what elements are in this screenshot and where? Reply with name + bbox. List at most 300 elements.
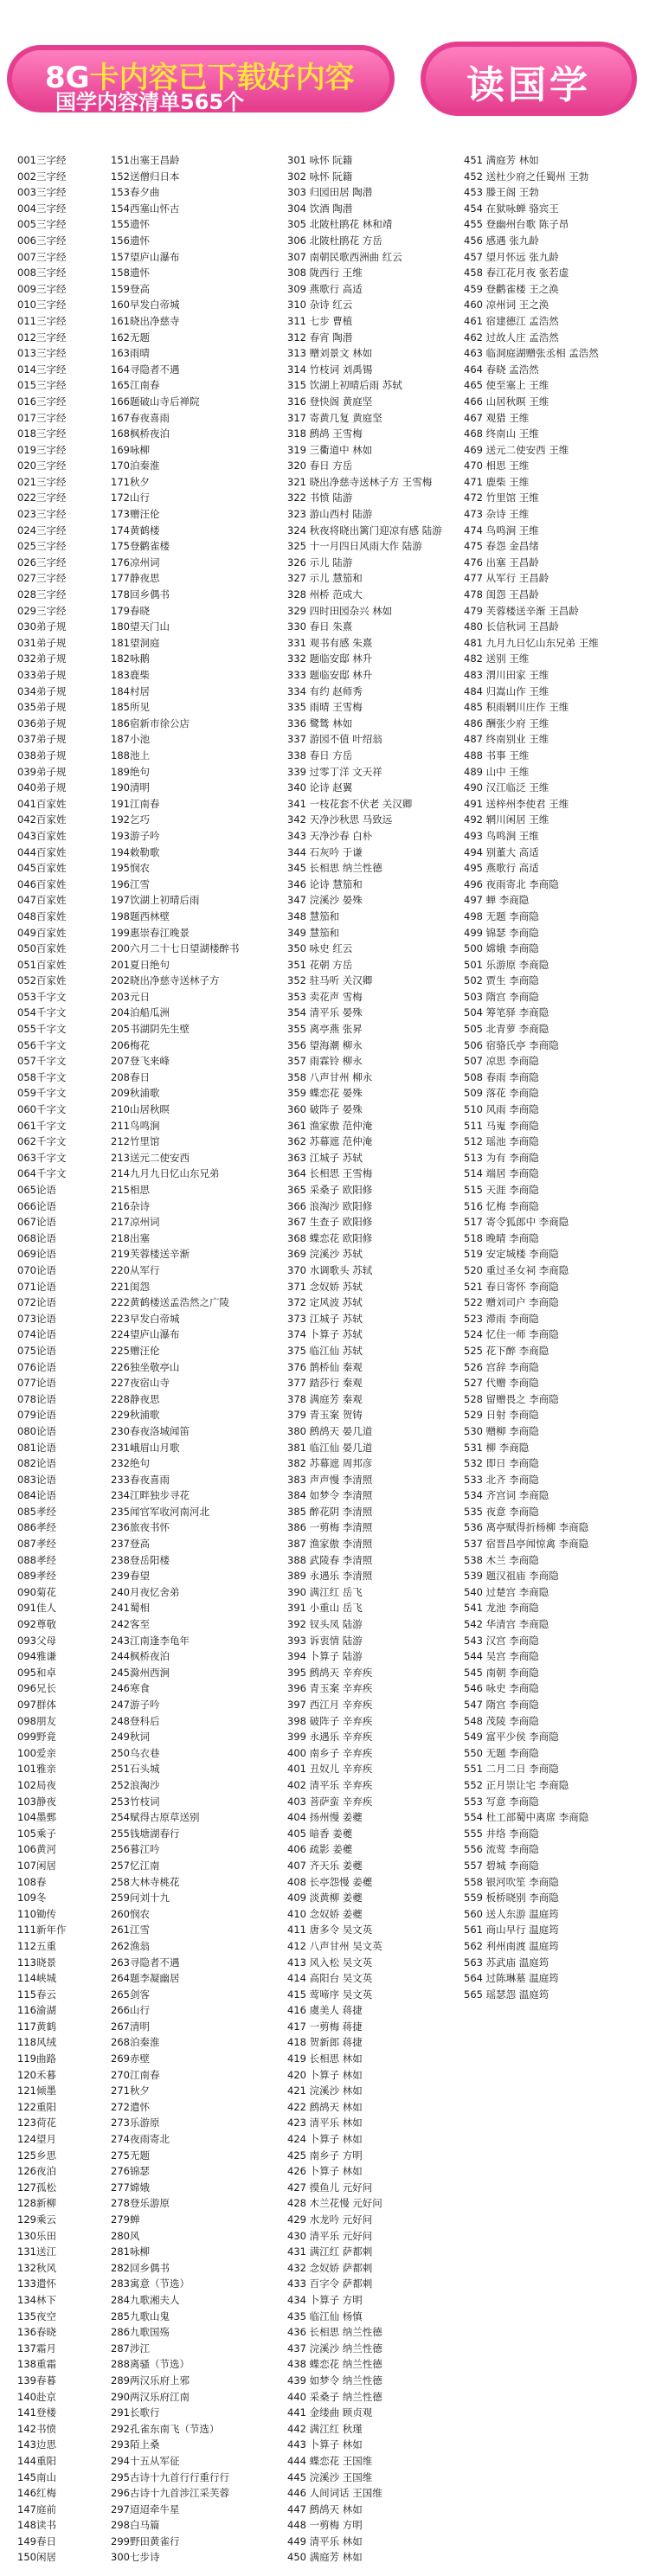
list-item: 128新柳 — [17, 2197, 56, 2210]
list-item: 161晓出净慈寺 — [111, 314, 180, 327]
list-item: 256暮江吟 — [111, 1843, 160, 1856]
list-item: 515 天涯 李商隐 — [464, 1184, 539, 1196]
list-item: 213送元二使安西 — [111, 1151, 190, 1164]
list-item: 351 花朝 方岳 — [287, 958, 353, 971]
list-item: 292孔雀东南飞（节选） — [111, 2422, 220, 2435]
list-item: 017三字经 — [17, 411, 67, 424]
list-item: 365 采桑子 欧阳修 — [287, 1184, 373, 1196]
list-item: 514 端居 李商隐 — [464, 1167, 539, 1180]
list-item: 546 咏史 李商隐 — [464, 1682, 539, 1695]
list-item: 491 送梓州李使君 王维 — [464, 797, 569, 810]
list-item: 503 隋宫 李商隐 — [464, 990, 539, 1003]
list-item: 099野竟 — [17, 1731, 56, 1744]
list-item: 202晓出净慈寺送林子方 — [111, 974, 220, 987]
list-item: 463 临洞庭湖赠张丞相 孟浩然 — [464, 347, 599, 360]
list-item: 358 八声甘州 柳永 — [287, 1070, 373, 1083]
list-item: 107闲居 — [17, 1859, 56, 1872]
list-item: 433 百字令 萨都剌 — [287, 2277, 373, 2290]
list-item: 489 山中 王维 — [464, 765, 530, 778]
list-item: 106黄河 — [17, 1843, 56, 1856]
list-item: 094雅谦 — [17, 1650, 56, 1663]
list-item: 043百家姓 — [17, 829, 67, 842]
list-item: 263寻隐者不遇 — [111, 1956, 180, 1969]
list-item: 178回乡偶书 — [111, 588, 170, 601]
list-item: 002三字经 — [17, 170, 67, 183]
list-item: 497 蝉 李商隐 — [464, 894, 530, 907]
list-item: 557 碧城 李商隐 — [464, 1859, 539, 1872]
list-item: 234江畔独步寻花 — [111, 1489, 190, 1502]
list-item: 338 春日 方岳 — [287, 748, 353, 761]
list-item: 406 疏影 姜夔 — [287, 1843, 353, 1856]
list-item: 177静夜思 — [111, 572, 160, 585]
list-item: 056千字文 — [17, 1038, 67, 1051]
list-item: 282回乡偶书 — [111, 2261, 170, 2274]
list-item: 361 渔家傲 范仲淹 — [287, 1119, 373, 1132]
list-item: 186宿新市徐公店 — [111, 716, 190, 729]
list-item: 168枫桥夜泊 — [111, 427, 170, 440]
list-item: 334 有约 赵师秀 — [287, 684, 363, 697]
list-item: 157望庐山瀑布 — [111, 250, 180, 263]
list-item: 415 莺啼序 吴文英 — [287, 1988, 373, 2001]
list-item: 355 离亭燕 张昇 — [287, 1023, 363, 1036]
list-item: 396 青玉案 辛弃疾 — [287, 1682, 373, 1695]
list-item: 345 长相思 纳兰性德 — [287, 862, 382, 875]
list-item: 454 在狱咏蝉 骆宾王 — [464, 202, 559, 215]
list-item: 296古诗十九首涉江采芙蓉 — [111, 2487, 229, 2500]
list-item: 307 南朝民歌西洲曲 红云 — [287, 250, 402, 263]
list-item: 378 满庭芳 秦观 — [287, 1392, 363, 1405]
list-item: 195悯农 — [111, 862, 150, 875]
list-item: 132秋风 — [17, 2261, 56, 2274]
list-item: 493 鸟鸣涧 王维 — [464, 829, 539, 842]
list-item: 268泊秦淮 — [111, 2036, 160, 2049]
list-item: 214九月九日忆山东兄弟 — [111, 1167, 220, 1180]
list-item: 416 虞美人 蒋捷 — [287, 2004, 363, 2017]
list-item: 401 丑奴儿 辛弃疾 — [287, 1763, 373, 1776]
list-item: 328 州桥 范成大 — [287, 588, 363, 601]
list-item: 389 永遇乐 李清照 — [287, 1570, 373, 1583]
list-item: 134林下 — [17, 2293, 56, 2306]
list-item: 070论语 — [17, 1263, 56, 1276]
list-item: 066论语 — [17, 1199, 56, 1212]
list-item: 333 题临安邸 林升 — [287, 669, 373, 681]
list-item: 121倾墨 — [17, 2085, 56, 2097]
list-item: 392 钗头凤 陆游 — [287, 1618, 363, 1631]
list-item: 522 赠刘司户 李商隐 — [464, 1296, 559, 1309]
list-item: 193游子吟 — [111, 829, 160, 842]
list-item: 046百家姓 — [17, 877, 67, 890]
list-item: 172山行 — [111, 491, 150, 504]
list-item: 026三字经 — [17, 556, 67, 569]
list-item: 538 木兰 李商隐 — [464, 1553, 539, 1566]
list-item: 063千字文 — [17, 1151, 67, 1164]
content-list-columns — [0, 152, 649, 2566]
list-item: 432 念奴娇 萨都剌 — [287, 2261, 373, 2274]
list-item: 255钱塘湖春行 — [111, 1827, 180, 1840]
list-item: 217凉州词 — [111, 1216, 160, 1229]
list-item: 423 清平乐 林如 — [287, 2117, 363, 2130]
list-item: 442 满江红 秋瑾 — [287, 2422, 363, 2435]
list-item: 036弟子规 — [17, 716, 67, 729]
list-item: 504 筹笔驿 李商隐 — [464, 1006, 549, 1019]
list-item: 093父母 — [17, 1634, 56, 1647]
list-item: 479 芙蓉楼送辛渐 王昌龄 — [464, 604, 579, 617]
list-item: 053千字文 — [17, 990, 67, 1003]
list-item: 302 咏怀 阮籍 — [287, 170, 353, 183]
list-item: 420 卜算子 林如 — [287, 2068, 363, 2081]
list-item: 250乌衣巷 — [111, 1746, 160, 1759]
list-item: 270江南春 — [111, 2068, 160, 2081]
list-item: 238登岳阳楼 — [111, 1553, 170, 1566]
list-item: 518 晚晴 李商隐 — [464, 1231, 539, 1244]
list-item: 122重阳 — [17, 2100, 56, 2113]
list-item: 354 清平乐 晏殊 — [287, 1006, 363, 1019]
list-item: 470 相思 王维 — [464, 459, 530, 472]
list-item: 010三字经 — [17, 299, 67, 312]
list-item: 031弟子规 — [17, 636, 67, 649]
list-item: 498 无题 李商隐 — [464, 909, 539, 922]
list-item: 267清明 — [111, 2020, 150, 2033]
list-item: 320 春日 方岳 — [287, 459, 353, 472]
list-item: 245滁州西涧 — [111, 1666, 170, 1679]
list-item: 509 落花 李商隐 — [464, 1087, 539, 1100]
list-column-3 — [287, 152, 462, 2566]
list-item: 381 临江仙 晏几道 — [287, 1441, 373, 1454]
list-item: 441 金缕曲 顾贞观 — [287, 2406, 373, 2419]
list-item: 286九歌国殇 — [111, 2326, 170, 2339]
list-item: 181望洞庭 — [111, 636, 160, 649]
list-item: 394 卜算子 陆游 — [287, 1650, 363, 1663]
list-item: 262渔翁 — [111, 1939, 150, 1952]
list-item: 105乘子 — [17, 1827, 56, 1840]
list-item: 536 离亭赋得折杨柳 李商隐 — [464, 1521, 589, 1534]
list-item: 204泊船瓜洲 — [111, 1006, 170, 1019]
list-item: 058千字文 — [17, 1070, 67, 1083]
list-item: 144重阳 — [17, 2454, 56, 2467]
list-item: 182咏鹅 — [111, 652, 150, 665]
list-item: 304 饮酒 陶潜 — [287, 202, 353, 215]
list-item: 291长歌行 — [111, 2406, 160, 2419]
list-item: 139春暮 — [17, 2374, 56, 2386]
list-item: 016三字经 — [17, 395, 67, 408]
list-item: 543 汉宫 李商隐 — [464, 1634, 539, 1647]
list-item: 159登高 — [111, 282, 150, 295]
list-item: 045百家姓 — [17, 862, 67, 875]
list-item: 049百家姓 — [17, 926, 67, 939]
list-item: 091佳人 — [17, 1602, 56, 1615]
list-item: 510 风雨 李商隐 — [464, 1103, 539, 1116]
list-item: 309 燕歌行 高适 — [287, 282, 363, 295]
list-item: 434 卜算子 方明 — [287, 2293, 363, 2306]
list-item: 327 示儿 慧笳和 — [287, 572, 363, 585]
list-item: 316 登快阁 黄庭坚 — [287, 395, 373, 408]
list-item: 410 念奴娇 姜夔 — [287, 1907, 363, 1920]
list-item: 508 春雨 李商隐 — [464, 1070, 539, 1083]
list-item: 115春云 — [17, 1988, 56, 2001]
list-item: 179春晓 — [111, 604, 150, 617]
list-item: 558 银河吹笙 李商隐 — [464, 1875, 559, 1888]
list-item: 025三字经 — [17, 540, 67, 553]
list-item: 020三字经 — [17, 459, 67, 472]
list-item: 243江南逢李龟年 — [111, 1634, 190, 1647]
list-item: 480 长信秋词 王昌龄 — [464, 620, 559, 633]
list-item: 224望庐山瀑布 — [111, 1328, 180, 1341]
list-item: 526 宫辞 李商隐 — [464, 1360, 539, 1373]
list-item: 077论语 — [17, 1377, 56, 1390]
list-item: 101雅亲 — [17, 1763, 56, 1776]
list-item: 276锦瑟 — [111, 2165, 150, 2178]
list-item: 052百家姓 — [17, 974, 67, 987]
header-banner — [0, 0, 649, 130]
list-item: 145南山 — [17, 2470, 56, 2483]
list-item: 015三字经 — [17, 379, 67, 392]
list-item: 072论语 — [17, 1296, 56, 1309]
list-item: 011三字经 — [17, 314, 67, 327]
list-item: 531 柳 李商隐 — [464, 1441, 530, 1454]
list-item: 064千字文 — [17, 1167, 67, 1180]
list-item: 054千字文 — [17, 1006, 67, 1019]
list-item: 047百家姓 — [17, 894, 67, 907]
list-item: 039弟子规 — [17, 765, 67, 778]
list-item: 377 踏莎行 秦观 — [287, 1377, 363, 1390]
list-item: 459 登鹳雀楼 王之涣 — [464, 282, 559, 295]
list-item: 272遣怀 — [111, 2100, 150, 2113]
list-item: 564 过陈琳墓 温庭筠 — [464, 1972, 559, 1985]
list-item: 438 蝶恋花 纳兰性德 — [287, 2358, 382, 2371]
list-item: 467 观猎 王维 — [464, 411, 530, 424]
list-item: 552 正月崇让宅 李商隐 — [464, 1778, 569, 1791]
list-item: 206梅花 — [111, 1038, 150, 1051]
list-item: 472 竹里馆 王维 — [464, 491, 539, 504]
list-item: 379 青玉案 贺铸 — [287, 1409, 363, 1422]
list-item: 528 留赠畏之 李商隐 — [464, 1392, 559, 1405]
list-item: 488 书事 王维 — [464, 748, 530, 761]
list-item: 090菊花 — [17, 1585, 56, 1598]
list-item: 140赴京 — [17, 2390, 56, 2403]
list-item: 261江雪 — [111, 1924, 150, 1937]
list-item: 001三字经 — [17, 154, 67, 166]
list-item: 060千字文 — [17, 1103, 67, 1116]
list-item: 418 贺新郎 蒋捷 — [287, 2036, 363, 2049]
list-item: 005三字经 — [17, 218, 67, 231]
list-item: 288离骚（节选） — [111, 2358, 190, 2371]
list-item: 319 三衢道中 林如 — [287, 443, 373, 456]
list-item: 088孝经 — [17, 1553, 56, 1566]
list-item: 370 水调歌头 苏轼 — [287, 1263, 373, 1276]
list-item: 367 生查子 欧阳修 — [287, 1216, 373, 1229]
list-item: 112五重 — [17, 1939, 56, 1952]
list-item: 165江南春 — [111, 379, 160, 392]
list-item: 154西塞山怀古 — [111, 202, 180, 215]
list-item: 311 七步 曹植 — [287, 314, 353, 327]
list-item: 305 北陂杜鹃花 林和靖 — [287, 218, 393, 231]
list-item: 059千字文 — [17, 1087, 67, 1100]
list-item: 551 二月二日 李商隐 — [464, 1763, 559, 1776]
list-item: 332 题临安邸 林升 — [287, 652, 373, 665]
list-item: 103静夜 — [17, 1795, 56, 1808]
list-item: 230春夜洛城闻笛 — [111, 1424, 190, 1437]
list-item: 041百家姓 — [17, 797, 67, 810]
list-item: 075论语 — [17, 1344, 56, 1357]
list-item: 447 鹧鸪天 林如 — [287, 2502, 363, 2515]
list-item: 030弟子规 — [17, 620, 67, 633]
list-item: 484 归嵩山作 王维 — [464, 684, 549, 697]
list-item: 519 安定城楼 李商隐 — [464, 1248, 559, 1261]
list-item: 242客至 — [111, 1618, 150, 1631]
list-item: 061千字文 — [17, 1119, 67, 1132]
list-item: 117黄鹤 — [17, 2020, 56, 2033]
list-item: 136春晓 — [17, 2326, 56, 2339]
list-item: 131送江 — [17, 2245, 56, 2258]
list-item: 400 南乡子 辛弃疾 — [287, 1746, 373, 1759]
list-item: 024三字经 — [17, 524, 67, 536]
list-item: 356 望海潮 柳永 — [287, 1038, 363, 1051]
list-item: 535 夜意 李商隐 — [464, 1505, 539, 1518]
list-item: 142书愤 — [17, 2422, 56, 2435]
list-item: 166题破山寺后禅院 — [111, 395, 200, 408]
list-item: 111新年作 — [17, 1924, 67, 1937]
list-item: 374 卜算子 苏轼 — [287, 1328, 363, 1341]
list-item: 511 马嵬 李商隐 — [464, 1119, 539, 1132]
list-item: 260悯农 — [111, 1907, 150, 1920]
list-item: 468 终南山 王维 — [464, 427, 539, 440]
list-item: 148读书 — [17, 2519, 56, 2532]
list-item: 457 望月怀远 张九龄 — [464, 250, 559, 263]
list-item: 119曲路 — [17, 2052, 56, 2065]
list-item: 173赠汪伦 — [111, 508, 160, 521]
list-item: 130乐田 — [17, 2229, 56, 2242]
list-item: 135夜空 — [17, 2309, 56, 2322]
list-item: 341 一枝花套不伏老 关汉卿 — [287, 797, 413, 810]
list-item: 221闺怨 — [111, 1280, 150, 1293]
list-item: 124望月 — [17, 2133, 56, 2146]
list-item: 492 辋川闲居 王维 — [464, 813, 549, 826]
list-item: 137霜月 — [17, 2342, 56, 2354]
list-item: 150闲居 — [17, 2551, 56, 2564]
list-item: 258大林寺桃花 — [111, 1875, 180, 1888]
list-item: 174黄鹤楼 — [111, 524, 160, 536]
list-item: 398 破阵子 辛弃疾 — [287, 1714, 373, 1727]
list-item: 239春望 — [111, 1570, 150, 1583]
list-item: 073论语 — [17, 1312, 56, 1325]
list-item: 411 唐多令 吴文英 — [287, 1924, 373, 1937]
list-item: 556 流莺 李商隐 — [464, 1843, 539, 1856]
list-item: 233春夜喜雨 — [111, 1473, 170, 1486]
list-item: 443 卜算子 林如 — [287, 2438, 363, 2451]
list-item: 138重霜 — [17, 2358, 56, 2371]
list-item: 317 寄黄几复 黄庭坚 — [287, 411, 382, 424]
list-item: 210山居秋暝 — [111, 1103, 170, 1116]
list-item: 540 过楚宫 李商隐 — [464, 1585, 549, 1598]
list-item: 153春夕曲 — [111, 186, 160, 199]
list-item: 349 慧笳和 — [287, 926, 340, 939]
list-item: 534 齐宫词 李商隐 — [464, 1489, 549, 1502]
list-item: 353 卖花声 雪梅 — [287, 990, 363, 1003]
list-item: 200六月二十七日望湖楼醉书 — [111, 942, 240, 955]
list-item: 359 蝶恋花 晏殊 — [287, 1087, 363, 1100]
list-item: 383 声声慢 李清照 — [287, 1473, 373, 1486]
list-item: 547 隋宫 李商隐 — [464, 1699, 539, 1711]
list-item: 212竹里馆 — [111, 1135, 160, 1148]
list-item: 100爱亲 — [17, 1746, 56, 1759]
list-item: 188池上 — [111, 748, 150, 761]
list-item: 308 陇西行 王维 — [287, 267, 363, 279]
list-item: 155遗怀 — [111, 218, 150, 231]
list-item: 561 商山早行 温庭筠 — [464, 1924, 559, 1937]
list-item: 435 临江仙 杨慎 — [287, 2309, 363, 2322]
list-item: 219芙蓉楼送辛渐 — [111, 1248, 190, 1261]
list-item: 109冬 — [17, 1892, 47, 1905]
list-item: 428 木兰花慢 元好问 — [287, 2197, 382, 2210]
list-item: 085孝经 — [17, 1505, 56, 1518]
list-item: 397 西江月 辛弃疾 — [287, 1699, 373, 1711]
list-item: 175登鹳雀楼 — [111, 540, 170, 553]
list-item: 126夜泊 — [17, 2165, 56, 2178]
list-item: 248登科后 — [111, 1714, 160, 1727]
list-item: 385 醉花阴 李清照 — [287, 1505, 373, 1518]
list-item: 455 登幽州台歌 陈子昂 — [464, 218, 569, 231]
list-item: 216杂诗 — [111, 1199, 150, 1212]
downloaded-label: 卡内容已下载好内容 — [89, 61, 355, 95]
list-item: 366 浪淘沙 欧阳修 — [287, 1199, 373, 1212]
list-item: 149春日 — [17, 2534, 56, 2547]
list-item: 475 春怨 金昌绪 — [464, 540, 539, 553]
list-item: 034弟子规 — [17, 684, 67, 697]
list-item: 507 凉思 李商隐 — [464, 1055, 539, 1068]
list-item: 471 鹿柴 王维 — [464, 475, 530, 488]
list-item: 032弟子规 — [17, 652, 67, 665]
list-item: 104墨鄄 — [17, 1811, 56, 1824]
list-item: 469 送元二使安西 王维 — [464, 443, 569, 456]
list-item: 113晓景 — [17, 1956, 56, 1969]
list-item: 277嫦娥 — [111, 2181, 150, 2194]
list-item: 120禾暮 — [17, 2068, 56, 2081]
list-item: 417 一剪梅 蒋捷 — [287, 2020, 363, 2033]
list-item: 431 满江红 萨都剌 — [287, 2245, 373, 2258]
list-item: 271秋夕 — [111, 2085, 150, 2097]
list-item: 009三字经 — [17, 282, 67, 295]
list-item: 424 卜算子 林如 — [287, 2133, 363, 2146]
list-item: 057千字文 — [17, 1055, 67, 1068]
list-item: 127孤松 — [17, 2181, 56, 2194]
list-item: 301 咏怀 阮籍 — [287, 154, 353, 166]
page-title: 读国学 — [466, 63, 591, 107]
list-item: 362 苏幕遮 范仲淹 — [287, 1135, 373, 1148]
list-item: 065论语 — [17, 1184, 56, 1196]
list-item: 222黄鹤楼送孟浩然之广陵 — [111, 1296, 229, 1309]
list-item: 227夜宿山寺 — [111, 1377, 170, 1390]
list-item: 118风绒 — [17, 2036, 56, 2049]
list-item: 129乘云 — [17, 2213, 56, 2226]
list-item: 539 题汉祖庙 李商隐 — [464, 1570, 559, 1583]
list-item: 505 北青萝 李商隐 — [464, 1023, 549, 1036]
list-item: 390 满江红 岳飞 — [287, 1585, 363, 1598]
list-item: 486 酬张少府 王维 — [464, 716, 549, 729]
list-item: 205书湖阴先生壁 — [111, 1023, 190, 1036]
list-item: 225赠汪伦 — [111, 1344, 160, 1357]
list-item: 409 淡黄柳 姜夔 — [287, 1892, 363, 1905]
list-item: 027三字经 — [17, 572, 67, 585]
list-item: 550 无题 李商隐 — [464, 1746, 539, 1759]
list-item: 068论语 — [17, 1231, 56, 1244]
list-item: 501 乐游原 李商隐 — [464, 958, 549, 971]
list-item: 083论语 — [17, 1473, 56, 1486]
list-item: 303 归园田居 陶潜 — [287, 186, 373, 199]
list-item: 003三字经 — [17, 186, 67, 199]
list-item: 160早发白帝城 — [111, 299, 180, 312]
list-item: 520 重过圣女祠 李商隐 — [464, 1263, 569, 1276]
list-item: 473 杂诗 王维 — [464, 508, 530, 521]
